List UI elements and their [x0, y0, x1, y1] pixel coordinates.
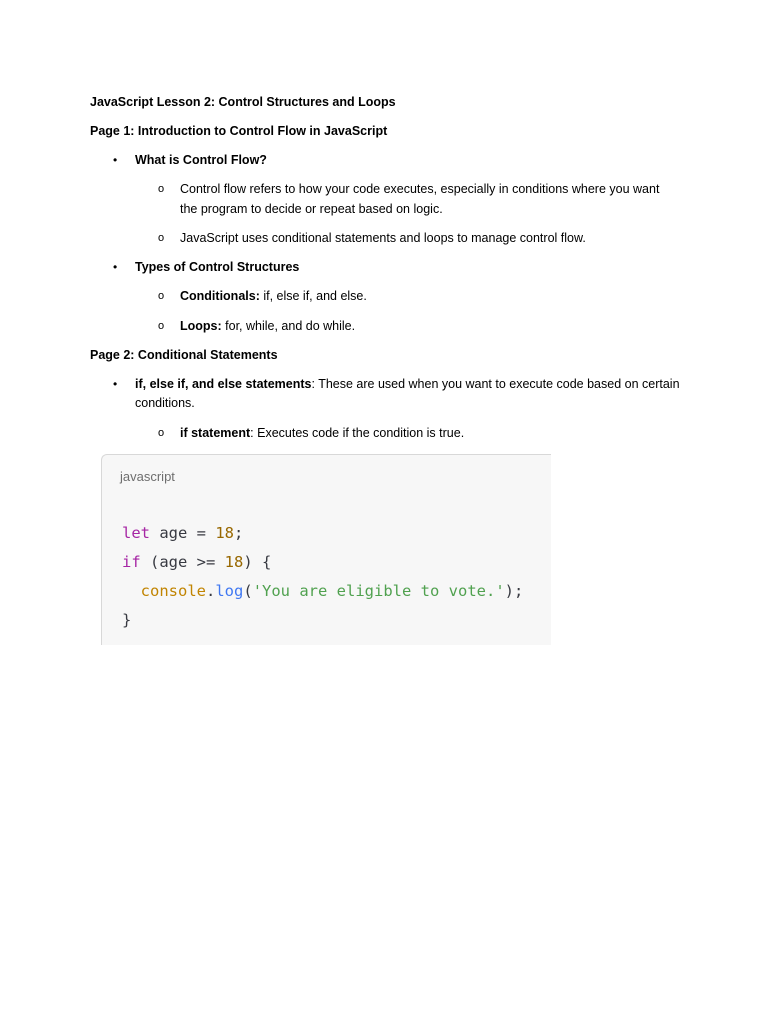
page2-heading: Page 2: Conditional Statements [90, 348, 278, 362]
subitem-bold-label: Conditionals: [180, 289, 260, 303]
code-line [122, 609, 131, 631]
subitem-text: if, else if, and else. [259, 289, 367, 303]
bullet-what-is-control-flow: What is Control Flow? [135, 153, 267, 167]
code-number: 18 [215, 524, 234, 542]
bullet-text-continuation: conditions. [135, 396, 195, 410]
bullet-text: : These are used when you want to execute code based on certain [311, 377, 680, 391]
subbullet-marker: o [158, 232, 165, 244]
page1-heading: Page 1: Introduction to Control Flow in JavaScript [90, 124, 388, 138]
code-text: age = [150, 524, 216, 542]
code-brace: } [122, 611, 132, 629]
code-line [122, 580, 523, 602]
subitem-text-line: Control flow refers to how your code executes, especially in conditions where you want [180, 182, 660, 196]
bullet-if-else-statements [135, 374, 680, 394]
document-title: JavaScript Lesson 2: Control Structures and Loops [90, 95, 396, 109]
subbullet-marker: o [158, 320, 165, 332]
code-language-label: javascript [120, 469, 175, 484]
subitem-text-line: the program to decide or repeat based on logic. [180, 202, 443, 216]
code-object: console [140, 582, 206, 600]
bullet-types-of-control-structures: Types of Control Structures [135, 260, 300, 274]
subitem-if-statement [180, 423, 464, 443]
code-keyword: let [122, 524, 150, 542]
subitem-bold-label: Loops: [180, 319, 222, 333]
subitem-text: : Executes code if the condition is true. [250, 426, 465, 440]
bullet-marker: • [113, 260, 118, 274]
subitem-loops [180, 316, 355, 336]
code-text: ; [234, 524, 244, 542]
subitem-text: for, while, and do while. [221, 319, 356, 333]
code-line [122, 551, 271, 573]
subbullet-marker: o [158, 183, 165, 195]
subitem-bold-label: if statement [180, 426, 251, 440]
subitem-conditionals [180, 286, 367, 306]
code-text: ); [504, 582, 524, 600]
code-text: ( [243, 582, 253, 600]
bullet-marker: • [113, 153, 118, 167]
subbullet-marker: o [158, 427, 165, 439]
code-function: log [215, 582, 244, 600]
bullet-bold-label: if, else if, and else statements [135, 377, 312, 391]
code-text: . [206, 582, 216, 600]
bullet-marker: • [113, 377, 118, 391]
code-indent [122, 582, 141, 600]
code-text: (age >= [140, 553, 225, 571]
code-number: 18 [224, 553, 244, 571]
code-block [101, 454, 551, 645]
code-line [122, 522, 243, 544]
subbullet-marker: o [158, 290, 165, 302]
code-keyword: if [122, 553, 141, 571]
code-text: ) { [243, 553, 272, 571]
subitem-text-line: JavaScript uses conditional statements and loops to manage control flow. [180, 231, 586, 245]
code-string: 'You are eligible to vote.' [252, 582, 505, 600]
